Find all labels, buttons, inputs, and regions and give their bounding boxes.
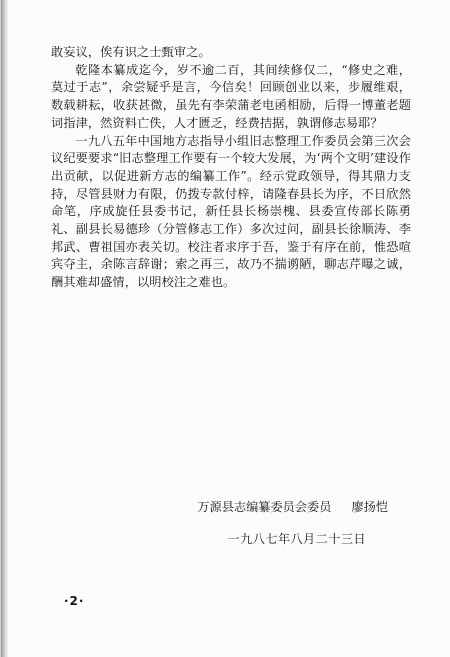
signature-organization: 万源县志编纂委员会委员	[197, 500, 332, 514]
binding-edge	[1, 0, 8, 657]
paragraph-history: 乾隆本纂成迄今，岁不逾二百，其间续修仅二，“修史之难，莫过于志”，余尝疑乎是言，今信矣！回顾创业以来，步履维艰，数载耕耘，收获甚微，虽先有李荣蒲老电函相励，后得一博董老题词指津，然资料亡佚，人才匮乏，经费拮据，孰谓修志易耶？	[51, 62, 411, 130]
signature-date: 一九八七年八月二十三日	[227, 532, 366, 546]
body-text	[51, 44, 411, 292]
signature-name: 廖扬恺	[351, 500, 388, 514]
paragraph-continuation: 敢妄议，俟有识之士甄审之。	[51, 45, 211, 59]
signature-line	[197, 498, 388, 515]
page-number: ·2·	[64, 594, 85, 608]
paragraph-support: 一九八五年中国地方志指导小组旧志整理工作委员会第三次会议纪要要求“旧志整理工作要有一个较大发展，为‘两个文明’建设作出贡献，以促进新方志的编纂工作”。经示党政领导，得其鼎力支持，尽管县财力有限，仍拨专款付梓，请隆春县长为序，不日欣然命笔，序成旋任县委书记，新任县长杨崇槐、县委宣传部长陈勇礼、副县长易德珍（分管修志工作）多次过问，副县长徐顺涛、李邦武、曹祖国亦表关切。校注者求序于吾，鉴于有序在前，惟恐喧宾夺主，余陈言辞谢；索之再三，故乃不揣谫陋，聊志芹曝之诚，酬其难却盛情，以明校注之难也。	[51, 133, 411, 290]
